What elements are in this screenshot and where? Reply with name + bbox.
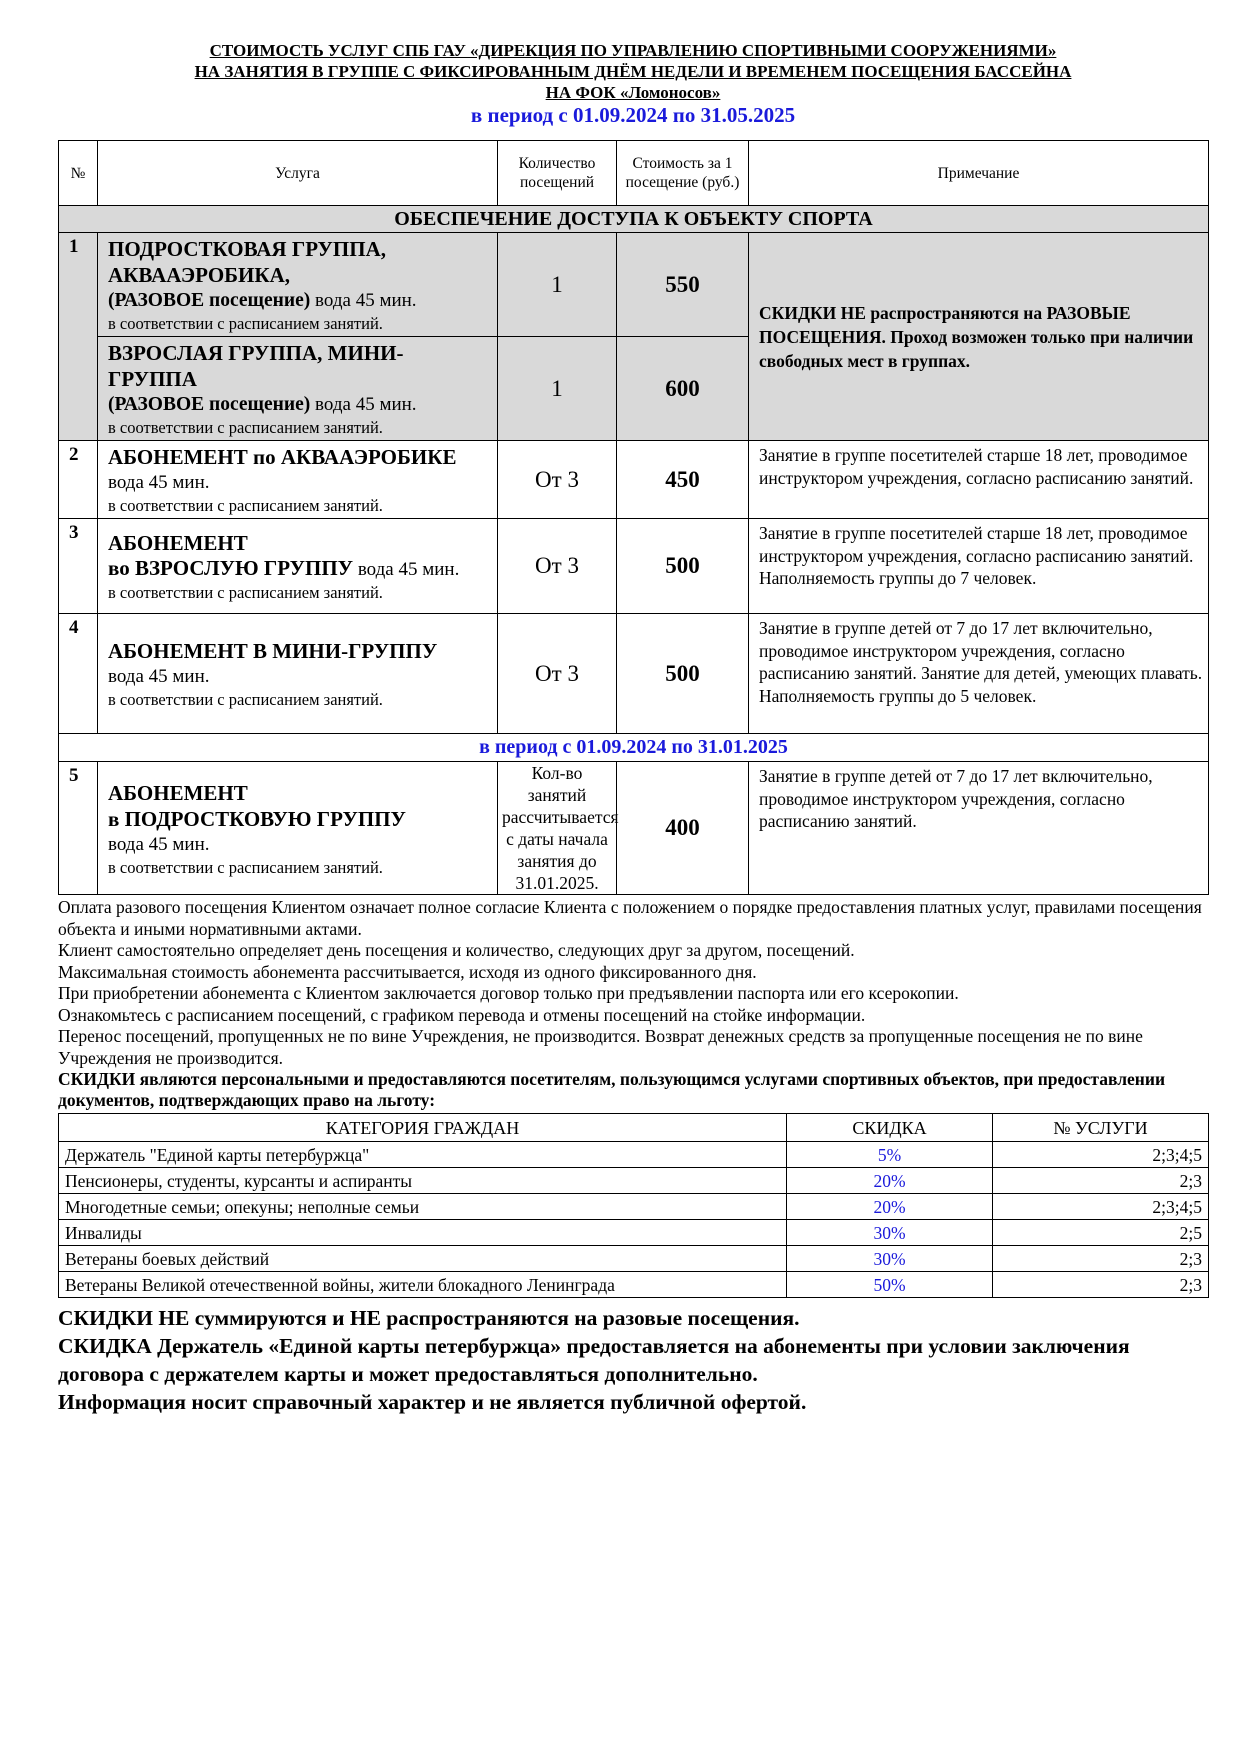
water-time: вода 45 мин.	[310, 394, 417, 415]
service-title: ПОДРОСТКОВАЯ ГРУППА,	[108, 237, 387, 261]
discount-header-services: № УСЛУГИ	[993, 1114, 1209, 1142]
table-row	[59, 762, 1209, 895]
col-price-header: Стоимость за 1 посещение (руб.)	[617, 141, 749, 206]
table-row	[59, 1168, 1209, 1194]
footer-notes	[58, 1304, 1208, 1416]
terms-paragraph: Клиент самостоятельно определяет день посещения и количество, следующих друг за другом, посещений.	[58, 940, 855, 960]
table-row	[59, 1246, 1209, 1272]
schedule-note: в соответствии с расписанием занятий.	[108, 314, 383, 333]
table-row	[59, 1142, 1209, 1168]
row-number: 5	[59, 762, 98, 895]
schedule-note: в соответствии с расписанием занятий.	[108, 690, 383, 709]
service-cell	[98, 337, 498, 441]
discount-percent: 20%	[787, 1194, 993, 1220]
discount-services: 2;3	[993, 1168, 1209, 1194]
discount-category: Пенсионеры, студенты, курсанты и аспиранты	[59, 1168, 787, 1194]
discount-percent: 30%	[787, 1246, 993, 1272]
note-cell: СКИДКИ НЕ распространяются на РАЗОВЫЕ ПОСЕЩЕНИЯ. Проход возможен только при наличии свободных мест в группах.	[749, 233, 1209, 441]
table-row	[59, 614, 1209, 734]
service-title: АБОНЕМЕНТ по АКВААЭРОБИКЕ	[108, 445, 457, 469]
visit-count: 1	[498, 233, 617, 337]
schedule-note: в соответствии с расписанием занятий.	[108, 496, 383, 515]
terms-paragraph: Перенос посещений, пропущенных не по вине Учреждения, не производится. Возврат денежных средств за пропущенные посещения не по вине Учреждения не производится.	[58, 1026, 1143, 1068]
discount-table	[58, 1113, 1209, 1298]
service-cell	[98, 233, 498, 337]
water-time: вода 45 мин.	[353, 559, 460, 580]
footer-line: Информация носит справочный характер и не является публичной офертой.	[58, 1390, 807, 1414]
terms-section	[58, 897, 1208, 1111]
service-title: в ПОДРОСТКОВУЮ ГРУППУ	[108, 806, 406, 831]
table-row	[59, 1272, 1209, 1298]
footer-line: СКИДКА Держатель «Единой карты петербуржца» предоставляется на абонементы при условии заключения договора с держателем карты и может предоставляться дополнительно.	[58, 1334, 1130, 1386]
section-title: ОБЕСПЕЧЕНИЕ ДОСТУПА К ОБЪЕКТУ СПОРТА	[59, 206, 1209, 233]
table-row	[59, 1220, 1209, 1246]
service-title: ВЗРОСЛАЯ ГРУППА, МИНИ-ГРУППА	[108, 341, 404, 391]
discount-percent: 20%	[787, 1168, 993, 1194]
table-row	[59, 441, 1209, 519]
service-type: (РАЗОВОЕ посещение)	[108, 394, 311, 415]
price-table-body	[58, 140, 1209, 895]
schedule-note: в соответствии с расписанием занятий.	[108, 583, 383, 602]
row-number: 2	[59, 441, 98, 519]
table-row	[59, 519, 1209, 614]
terms-paragraph: Оплата разового посещения Клиентом означает полное согласие Клиента с положением о порядке предоставления платных услуг, правилами посещения объекта и иными нормативными актами.	[58, 897, 1202, 939]
terms-paragraph: Максимальная стоимость абонемента рассчитывается, исходя из одного фиксированного дня.	[58, 961, 757, 982]
service-cell	[98, 762, 498, 895]
discount-percent: 5%	[787, 1142, 993, 1168]
table-row	[59, 1194, 1209, 1220]
document-page	[58, 40, 1208, 127]
schedule-note: в соответствии с расписанием занятий.	[108, 857, 383, 877]
discount-category: Многодетные семьи; опекуны; неполные семьи	[59, 1194, 787, 1220]
water-time: вода 45 мин.	[108, 833, 210, 855]
price-table-wrapper	[58, 140, 1208, 1416]
price-value: 500	[617, 614, 749, 734]
visit-count: От 3	[498, 519, 617, 614]
discount-services: 2;3;4;5	[993, 1194, 1209, 1220]
water-time: вода 45 мин.	[108, 666, 210, 687]
terms-paragraph: Ознакомьтесь с расписанием посещений, с графиком перевода и отмены посещений на стойке информации.	[58, 1004, 866, 1025]
discount-intro: СКИДКИ являются персональными и предоставляются посетителям, пользующимся услугами спортивных объектов, при предоставлении документов, подтверждающих право на льготу:	[58, 1069, 1166, 1110]
discount-category: Держатель "Единой карты петербуржца"	[59, 1142, 787, 1168]
note-cell: Занятие в группе детей от 7 до 17 лет включительно, проводимое инструктором учреждения, согласно расписанию занятий.	[749, 762, 1209, 895]
col-note-header: Примечание	[749, 141, 1209, 206]
discount-percent: 50%	[787, 1272, 993, 1298]
service-type: (РАЗОВОЕ посещение)	[108, 290, 311, 311]
row-number: 4	[59, 614, 98, 734]
col-count-header: Количество посещений	[498, 141, 617, 206]
row-number: 3	[59, 519, 98, 614]
discount-services: 2;3	[993, 1246, 1209, 1272]
period-main: в период с 01.09.2024 по 31.05.2025	[470, 103, 796, 127]
schedule-note: в соответствии с расписанием занятий.	[108, 418, 383, 437]
price-value: 600	[617, 337, 749, 441]
title-line-1: СТОИМОСТЬ УСЛУГ СПБ ГАУ «ДИРЕКЦИЯ ПО УПРАВЛЕНИЮ СПОРТИВНЫМИ СООРУЖЕНИЯМИ»	[209, 41, 1057, 60]
discount-percent: 30%	[787, 1220, 993, 1246]
service-cell	[98, 614, 498, 734]
service-title: АБОНЕМЕНТ	[108, 780, 248, 805]
note-cell: Занятие в группе посетителей старше 18 лет, проводимое инструктором учреждения, согласно расписанию занятий.	[749, 441, 1209, 519]
col-service-header: Услуга	[98, 141, 498, 206]
service-title: АБОНЕМЕНТ В МИНИ-ГРУППУ	[108, 639, 438, 663]
note-cell: Занятие в группе детей от 7 до 17 лет включительно, проводимое инструктором учреждения, согласно расписанию занятий. Занятие для детей, умеющих плавать. Наполняемость группы до 5 человек.	[749, 614, 1209, 734]
service-cell	[98, 441, 498, 519]
water-time: вода 45 мин.	[108, 472, 210, 493]
discount-services: 2;3;4;5	[993, 1142, 1209, 1168]
price-value: 500	[617, 519, 749, 614]
price-value: 450	[617, 441, 749, 519]
visit-count: От 3	[498, 614, 617, 734]
visit-count: 1	[498, 337, 617, 441]
table-row	[59, 233, 1209, 337]
price-value: 550	[617, 233, 749, 337]
note-cell: Занятие в группе посетителей старше 18 лет, проводимое инструктором учреждения, согласно расписанию занятий. Наполняемость группы до 7 человек.	[749, 519, 1209, 614]
title-line-3: НА ФОК «Ломоносов»	[545, 83, 721, 102]
discount-header-category: КАТЕГОРИЯ ГРАЖДАН	[59, 1114, 787, 1142]
visit-count: Кол-во занятий рассчитывается с даты начала занятия до 31.01.2025.	[498, 762, 617, 895]
water-time: вода 45 мин.	[310, 290, 417, 311]
discount-header-discount: СКИДКА	[787, 1114, 993, 1142]
discount-services: 2;5	[993, 1220, 1209, 1246]
service-title: АБОНЕМЕНТ	[108, 531, 248, 555]
row-number: 1	[59, 233, 98, 441]
service-title: во ВЗРОСЛУЮ ГРУППУ	[108, 556, 354, 580]
title-line-2: НА ЗАНЯТИЯ В ГРУППЕ С ФИКСИРОВАННЫМ ДНЁМ НЕДЕЛИ И ВРЕМЕНЕМ ПОСЕЩЕНИЯ БАССЕЙНА	[194, 62, 1072, 81]
col-num-header: №	[59, 141, 98, 206]
service-title: АКВААЭРОБИКА,	[108, 263, 291, 287]
footer-line: СКИДКИ НЕ суммируются и НЕ распространяются на разовые посещения.	[58, 1306, 800, 1330]
discount-category: Ветераны Великой отечественной войны, жители блокадного Ленинграда	[59, 1272, 787, 1298]
visit-count: От 3	[498, 441, 617, 519]
discount-services: 2;3	[993, 1272, 1209, 1298]
discount-category: Инвалиды	[59, 1220, 787, 1246]
price-value: 400	[617, 762, 749, 895]
terms-paragraph: При приобретении абонемента с Клиентом заключается договор только при предъявлении паспорта или его ксерокопии.	[58, 983, 959, 1003]
service-cell	[98, 519, 498, 614]
discount-category: Ветераны боевых действий	[59, 1246, 787, 1272]
period-secondary: в период с 01.09.2024 по 31.01.2025	[59, 734, 1209, 762]
